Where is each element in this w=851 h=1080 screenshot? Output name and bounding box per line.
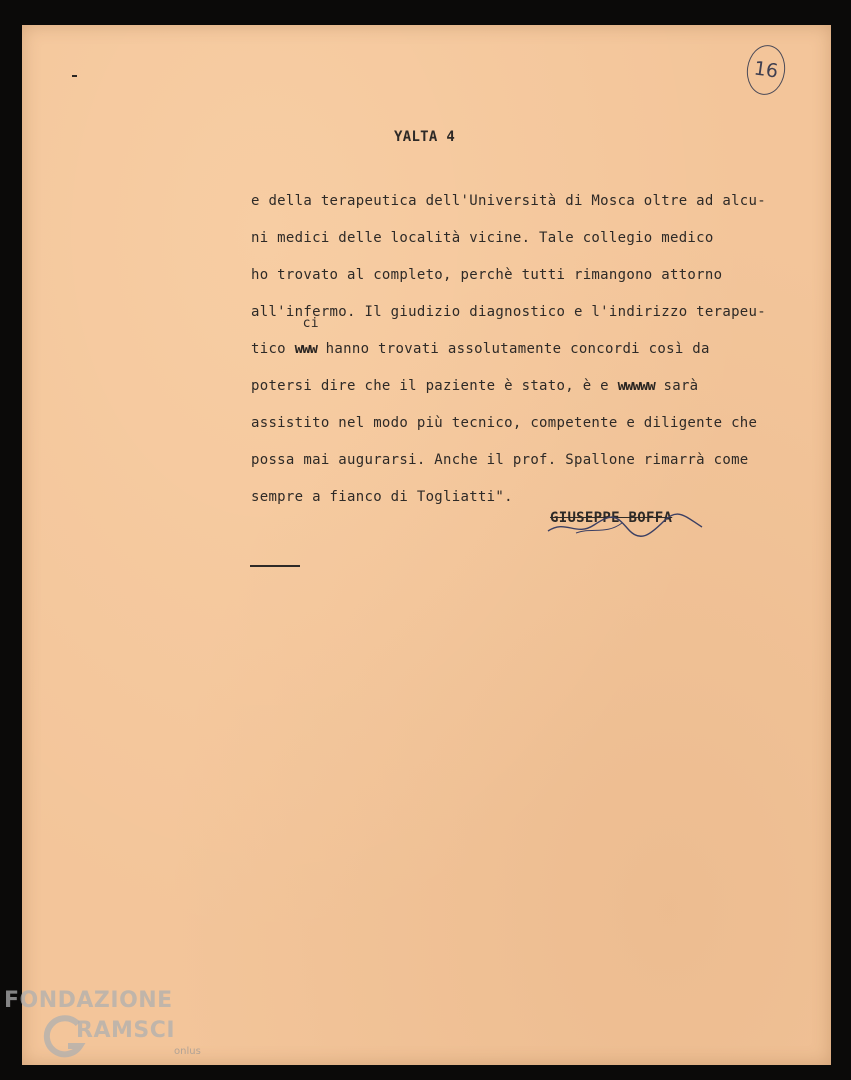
page-number-annotation: 16 [744,43,789,98]
text-line: ho trovato al completo, perchè tutti rimangono attorno [251,267,723,283]
text-line: e della terapeutica dell'Università di Mosca oltre ad alcu- [251,193,766,209]
watermark-line-1: FONDAZIONE [4,988,173,1013]
text-line: possa mai augurarsi. Anche il prof. Spallone rimarrà come [251,452,749,468]
foundation-watermark-logo [4,988,214,1068]
text-line: sempre a fianco di Togliatti". [251,489,513,505]
text-segment: tico [251,341,295,357]
text-line: assistito nel modo più tecnico, competente e diligente che [251,415,758,431]
text-segment: hanno trovati assolutamente concordi così da [316,341,710,357]
text-line [251,316,831,368]
watermark-line-2: RAMSCI [76,1018,176,1043]
struck-text: wwwww [617,378,655,394]
text-line: all'infermo. Il giudizio diagnostico e l'indirizzo terapeu- [251,304,766,320]
end-rule [250,565,300,567]
struck-out-word [294,316,319,368]
ink-mark [72,75,77,77]
signature-scrawl [546,511,706,541]
signature-typed: GIUSEPPE BOFFA [550,510,673,526]
text-line: ni medici delle località vicine. Tale collegio medico [251,230,714,246]
handwritten-insertion: ci [302,316,319,331]
struck-text: www [294,341,317,357]
paper-sheet [22,25,831,1065]
text-segment: potersi dire che il paziente è stato, è e [251,378,618,394]
page-title: YALTA 4 [394,129,456,145]
struck-out-word [618,368,655,405]
text-segment: sarà [654,378,699,394]
body-text [251,183,831,516]
text-line [251,368,831,405]
watermark-line-3: onlus [174,1046,201,1057]
